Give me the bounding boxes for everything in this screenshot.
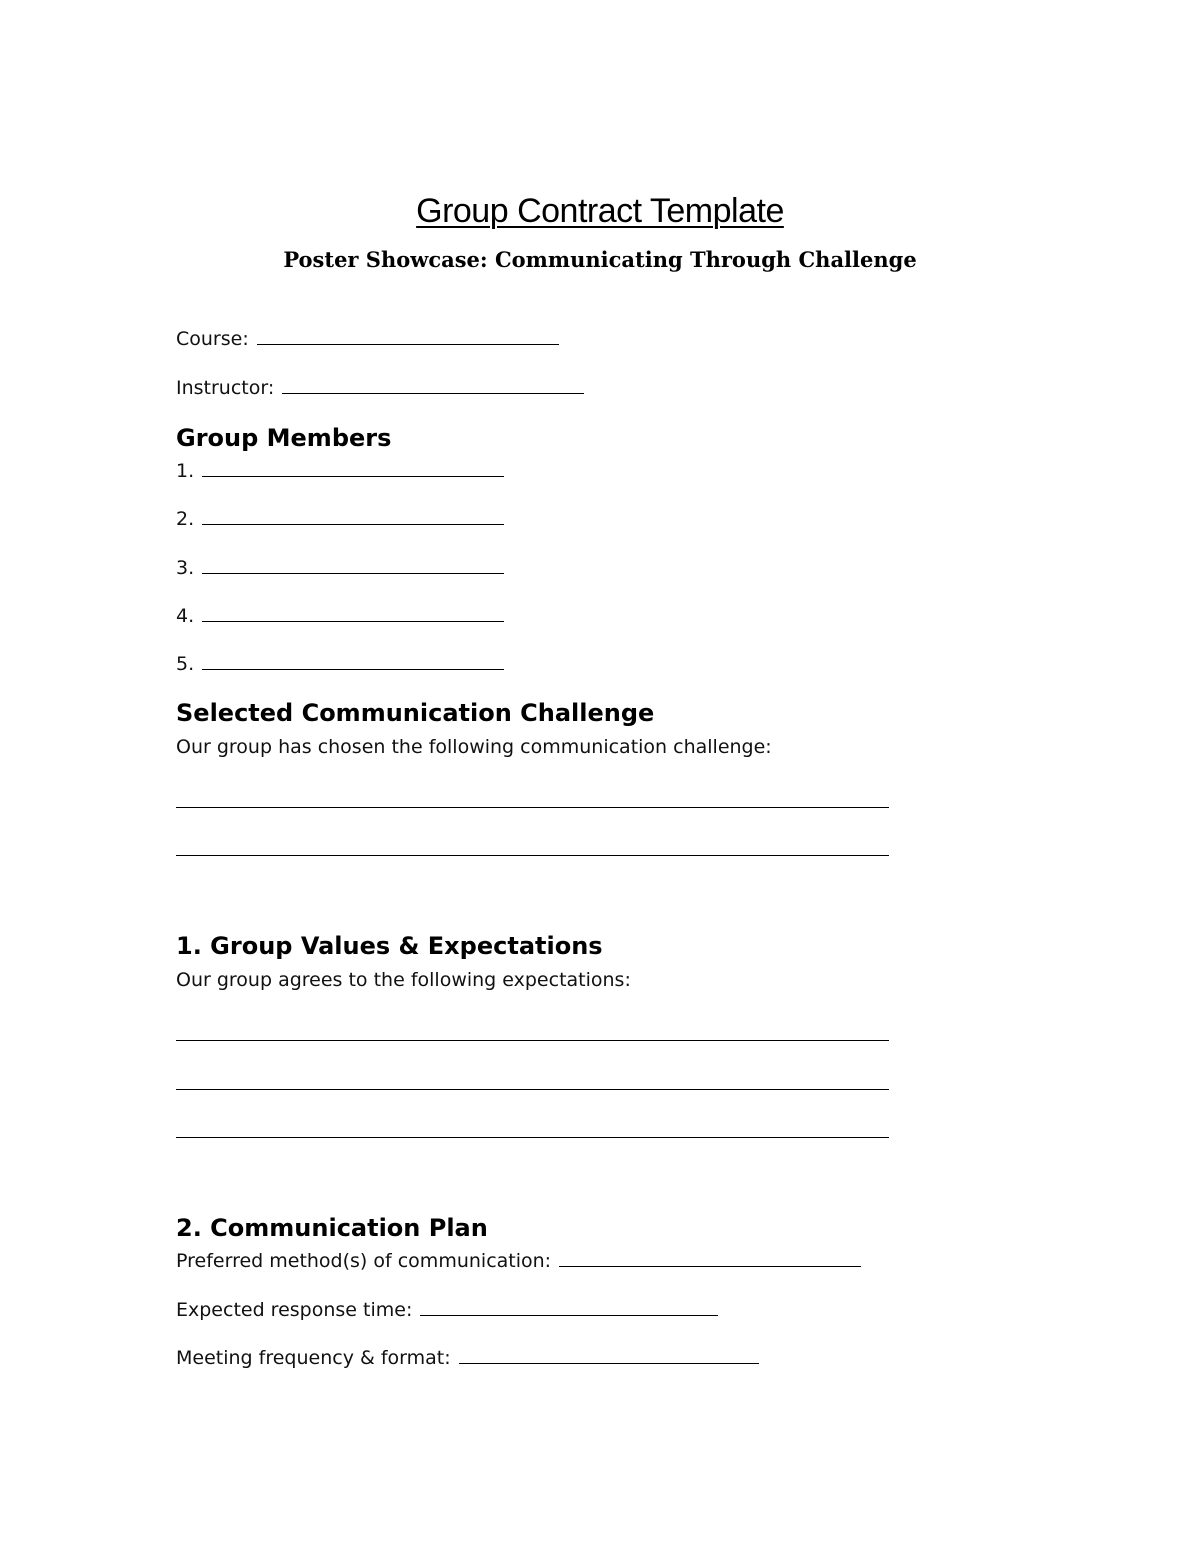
meeting-blank[interactable] xyxy=(459,1362,759,1364)
instructor-label: Instructor: xyxy=(176,377,275,399)
member-line-1 xyxy=(176,460,504,482)
challenge-heading: Selected Communication Challenge xyxy=(176,699,655,727)
meeting-label: Meeting frequency & format: xyxy=(176,1347,451,1369)
member-blank[interactable] xyxy=(202,668,504,670)
values-answer-line[interactable] xyxy=(176,1089,889,1090)
member-blank[interactable] xyxy=(202,620,504,622)
method-field xyxy=(176,1250,861,1272)
course-blank[interactable] xyxy=(257,343,559,345)
challenge-answer-line[interactable] xyxy=(176,855,889,856)
member-number: 3. xyxy=(176,557,195,579)
method-blank[interactable] xyxy=(559,1265,861,1267)
course-field xyxy=(176,328,559,350)
member-line-4 xyxy=(176,605,504,627)
challenge-answer-line[interactable] xyxy=(176,807,889,808)
member-number: 2. xyxy=(176,508,195,530)
member-line-5 xyxy=(176,653,504,675)
response-time-field xyxy=(176,1299,718,1321)
member-line-3 xyxy=(176,557,504,579)
instructor-field xyxy=(176,377,584,399)
member-number: 4. xyxy=(176,605,195,627)
member-number: 5. xyxy=(176,653,195,675)
member-blank[interactable] xyxy=(202,523,504,525)
member-number: 1. xyxy=(176,460,195,482)
communication-plan-heading: 2. Communication Plan xyxy=(176,1214,488,1242)
member-line-2 xyxy=(176,508,504,530)
response-time-label: Expected response time: xyxy=(176,1299,413,1321)
challenge-prompt: Our group has chosen the following communication challenge: xyxy=(176,736,772,758)
values-heading: 1. Group Values & Expectations xyxy=(176,932,603,960)
document-title: Group Contract Template xyxy=(416,192,784,230)
course-label: Course: xyxy=(176,328,249,350)
values-prompt: Our group agrees to the following expectations: xyxy=(176,969,631,991)
method-label: Preferred method(s) of communication: xyxy=(176,1250,552,1272)
response-time-blank[interactable] xyxy=(420,1314,718,1316)
group-members-heading: Group Members xyxy=(176,424,392,452)
document-subtitle: Poster Showcase: Communicating Through Challenge xyxy=(283,247,917,272)
values-answer-line[interactable] xyxy=(176,1040,889,1041)
meeting-field xyxy=(176,1347,759,1369)
instructor-blank[interactable] xyxy=(282,392,584,394)
values-answer-line[interactable] xyxy=(176,1137,889,1138)
member-blank[interactable] xyxy=(202,475,504,477)
member-blank[interactable] xyxy=(202,572,504,574)
